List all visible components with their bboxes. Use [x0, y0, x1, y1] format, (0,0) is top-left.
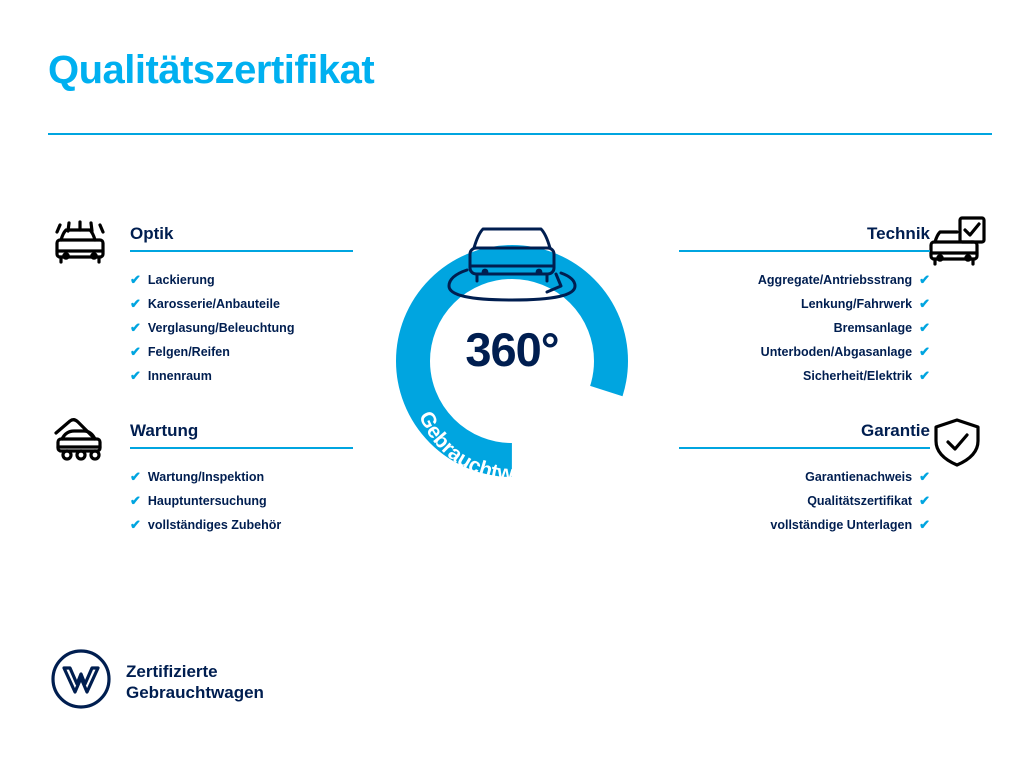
section-title-wartung: Wartung [130, 421, 199, 440]
check-icon: ✔ [130, 296, 141, 311]
check-icon: ✔ [130, 469, 141, 484]
list-item-label: vollständige Unterlagen [770, 518, 913, 532]
list-item-label: vollständiges Zubehör [147, 518, 282, 532]
check-icon: ✔ [919, 272, 930, 287]
list-item [130, 268, 358, 292]
list-item [662, 340, 930, 364]
list-item-label: Innenraum [147, 369, 212, 383]
check-icon: ✔ [919, 368, 930, 383]
list-item [662, 364, 930, 388]
footer-text [126, 661, 264, 703]
check-icon: ✔ [130, 493, 141, 508]
check-icon: ✔ [919, 296, 930, 311]
vw-logo-icon [50, 648, 112, 715]
list-item-label: Aggregate/Antriebsstrang [757, 273, 913, 287]
check-icon: ✔ [130, 320, 141, 335]
check-icon: ✔ [919, 517, 930, 532]
section-technik [662, 212, 992, 388]
section-title-garantie: Garantie [861, 421, 930, 440]
section-title-optik: Optik [130, 224, 174, 243]
check-icon: ✔ [919, 493, 930, 508]
list-item [662, 489, 930, 513]
list-item-label: Bremsanlage [833, 321, 913, 335]
list-item [130, 292, 358, 316]
list-item [130, 489, 358, 513]
list-item [130, 465, 358, 489]
list-item [130, 340, 358, 364]
section-divider-garantie [679, 447, 930, 449]
check-icon: ✔ [130, 344, 141, 359]
list-item-label: Karosserie/Anbauteile [147, 297, 280, 311]
list-item-label: Wartung/Inspektion [147, 470, 265, 484]
list-item [662, 465, 930, 489]
list-item-label: Unterboden/Abgasanlage [760, 345, 913, 359]
footer-line-1: Zertifizierte [126, 661, 218, 681]
check-icon: ✔ [130, 517, 141, 532]
list-item [662, 316, 930, 340]
badge-value: 360° [465, 323, 559, 376]
list-item-label: Lenkung/Fahrwerk [800, 297, 913, 311]
badge-360-check [371, 196, 653, 486]
list-item-label: Lackierung [147, 273, 215, 287]
check-icon: ✔ [130, 368, 141, 383]
check-icon: ✔ [919, 469, 930, 484]
badge-arc-label: Gebrauchtwagen-Check [414, 407, 610, 486]
list-item [662, 268, 930, 292]
list-item-label: Qualitätszertifikat [807, 494, 913, 508]
check-icon: ✔ [919, 320, 930, 335]
list-item [130, 364, 358, 388]
page-title: Qualitätszertifikat [48, 48, 375, 92]
list-item-label: Garantienachweis [805, 470, 913, 484]
section-title-technik: Technik [867, 224, 930, 243]
list-item-label: Sicherheit/Elektrik [803, 369, 913, 383]
section-divider-optik [130, 250, 353, 252]
section-divider-technik [679, 250, 930, 252]
list-item [130, 316, 358, 340]
section-garantie [662, 409, 992, 537]
list-item-label: Felgen/Reifen [147, 345, 230, 359]
section-wartung [48, 409, 358, 537]
list-item-label: Verglasung/Beleuchtung [147, 321, 295, 335]
footer-brand [50, 648, 264, 715]
footer-line-2: Gebrauchtwagen [126, 682, 264, 702]
check-icon: ✔ [919, 344, 930, 359]
section-divider-wartung [130, 447, 353, 449]
section-optik [48, 212, 358, 388]
list-item [130, 513, 358, 537]
list-item-label: Hauptuntersuchung [147, 494, 267, 508]
check-icon: ✔ [130, 272, 141, 287]
list-item [662, 513, 930, 537]
title-divider [48, 133, 992, 135]
list-item [662, 292, 930, 316]
